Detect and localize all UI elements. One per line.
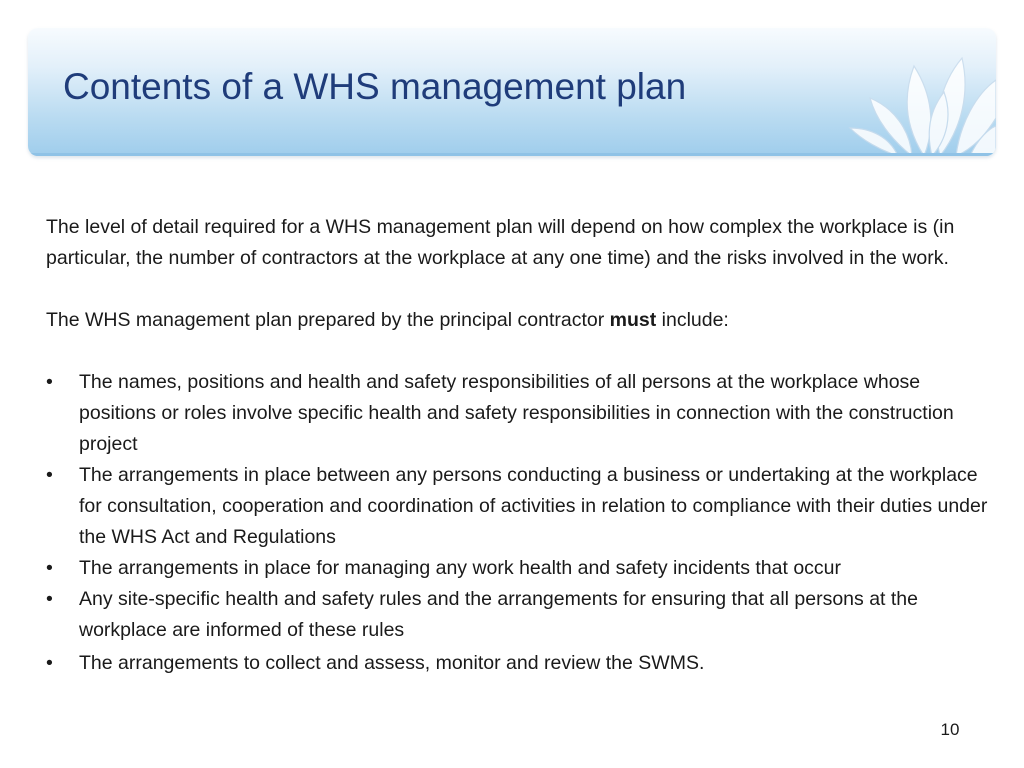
bullet-dot-icon: • [46,652,53,674]
list-item [46,648,991,679]
list-item-text: Any site-specific health and safety rules and the arrangements for ensuring that all persons at the workplace are informed of these rules [79,588,918,641]
list-item-text: The names, positions and health and safety responsibilities of all persons at the workplace whose positions or roles involve specific health and safety responsibilities in connection with the construction project [79,371,954,455]
lead-in-text-after: include: [656,309,729,331]
intro-paragraph: The level of detail required for a WHS management plan will depend on how complex the workplace is (in particular, the number of contractors at the workplace at any one time) and the risks involved in the work. [46,216,955,269]
bullet-dot-icon: • [46,371,53,393]
bullet-dot-icon: • [46,588,53,610]
list-item [46,584,991,646]
bullet-dot-icon: • [46,464,53,486]
list-item-text: The arrangements to collect and assess, monitor and review the SWMS. [79,652,705,674]
header-banner [28,28,996,156]
waratah-flower-icon [836,28,996,156]
bullet-dot-icon: • [46,557,53,579]
lead-in-emphasis: must [609,309,657,331]
slide-title: Contents of a WHS management plan [63,66,687,107]
slide-body [46,212,991,679]
list-item [46,553,991,584]
list-item [46,367,991,460]
lead-in-sentence [46,305,991,336]
requirements-list [46,367,991,679]
list-item-text: The arrangements in place between any persons conducting a business or undertaking at the workplace for consultation, cooperation and coordination of activities in relation to compliance with their duties under the WHS Act and Regulations [79,464,988,548]
list-item-text: The arrangements in place for managing any work health and safety incidents that occur [79,557,842,579]
page-number: 10 [940,720,960,739]
lead-in-text-before: The WHS management plan prepared by the principal contractor [46,309,610,331]
list-item [46,460,991,553]
